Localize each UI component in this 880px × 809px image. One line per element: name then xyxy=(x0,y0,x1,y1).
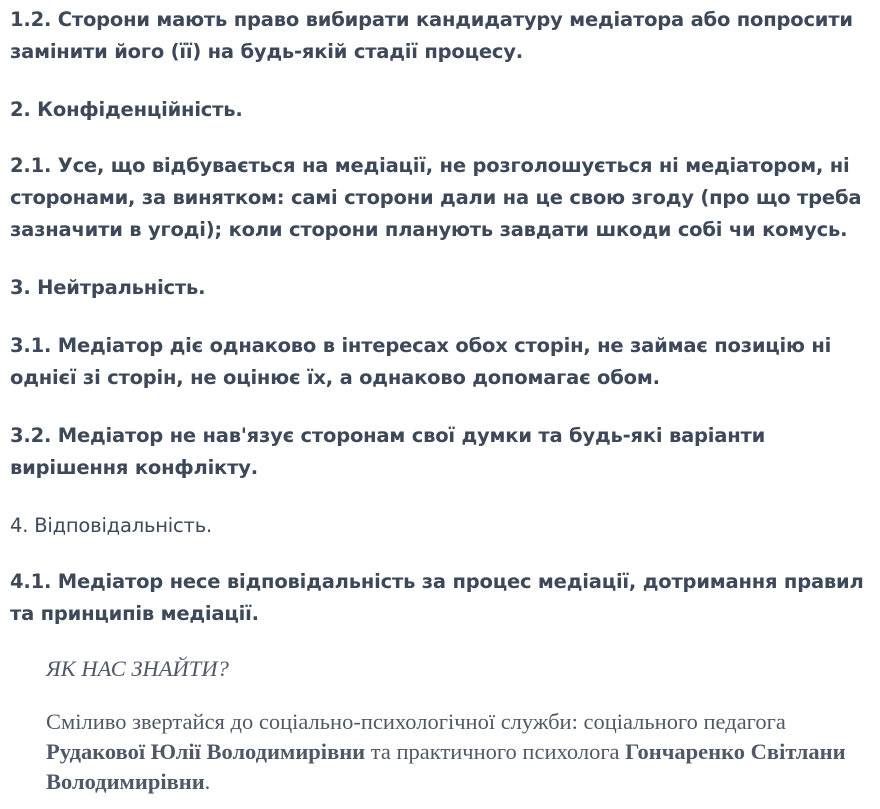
psychologist-name: Гончаренко Світлани Володимирівни xyxy=(46,739,846,794)
contacts-text-part-1: Сміливо звертайся до соціально-психологічної служби: соціального педагога xyxy=(46,709,786,734)
contacts-text-part-2: та практичного психолога xyxy=(365,739,626,764)
paragraph-2-1: 2.1. Усе, що відбувається на медіації, не розголошується ні медіатором, ні сторонами, за винятком: самі сторони дали на це свою згоду (про що треба зазначити в угоді); коли сторони планують завдати шкоди собі чи комусь. xyxy=(10,154,862,241)
paragraph-3-2: 3.2. Медіатор не нав'язує сторонам свої думки та будь-які варіанти вирішення конфлікту. xyxy=(10,424,766,479)
paragraph-3-1: 3.1. Медіатор діє однаково в інтересах обох сторін, не займає позицію ні однієї зі сторін, не оцінює їх, а однаково допомагає обом. xyxy=(10,334,832,389)
contacts-heading: ЯК НАС ЗНАЙТИ? xyxy=(46,656,229,681)
contacts-text xyxy=(46,707,866,797)
contacts-section xyxy=(46,655,866,797)
heading-neutrality: 3. Нейтральність. xyxy=(10,276,206,299)
paragraph-4-1: 4.1. Медіатор несе відповідальність за процес медіації, дотримання правил та принципів медіації. xyxy=(10,570,864,625)
paragraph-1-2: 1.2. Сторони мають право вибирати кандидатуру медіатора або попросити замінити його (її) на будь-якій стадії процесу. xyxy=(10,8,853,63)
contacts-text-part-3: . xyxy=(204,769,211,794)
social-pedagogue-name: Рудакової Юлії Володимирівни xyxy=(46,739,366,764)
heading-confidentiality: 2. Конфіденційність. xyxy=(10,98,243,121)
heading-responsibility: 4. Відповідальність. xyxy=(10,514,212,537)
